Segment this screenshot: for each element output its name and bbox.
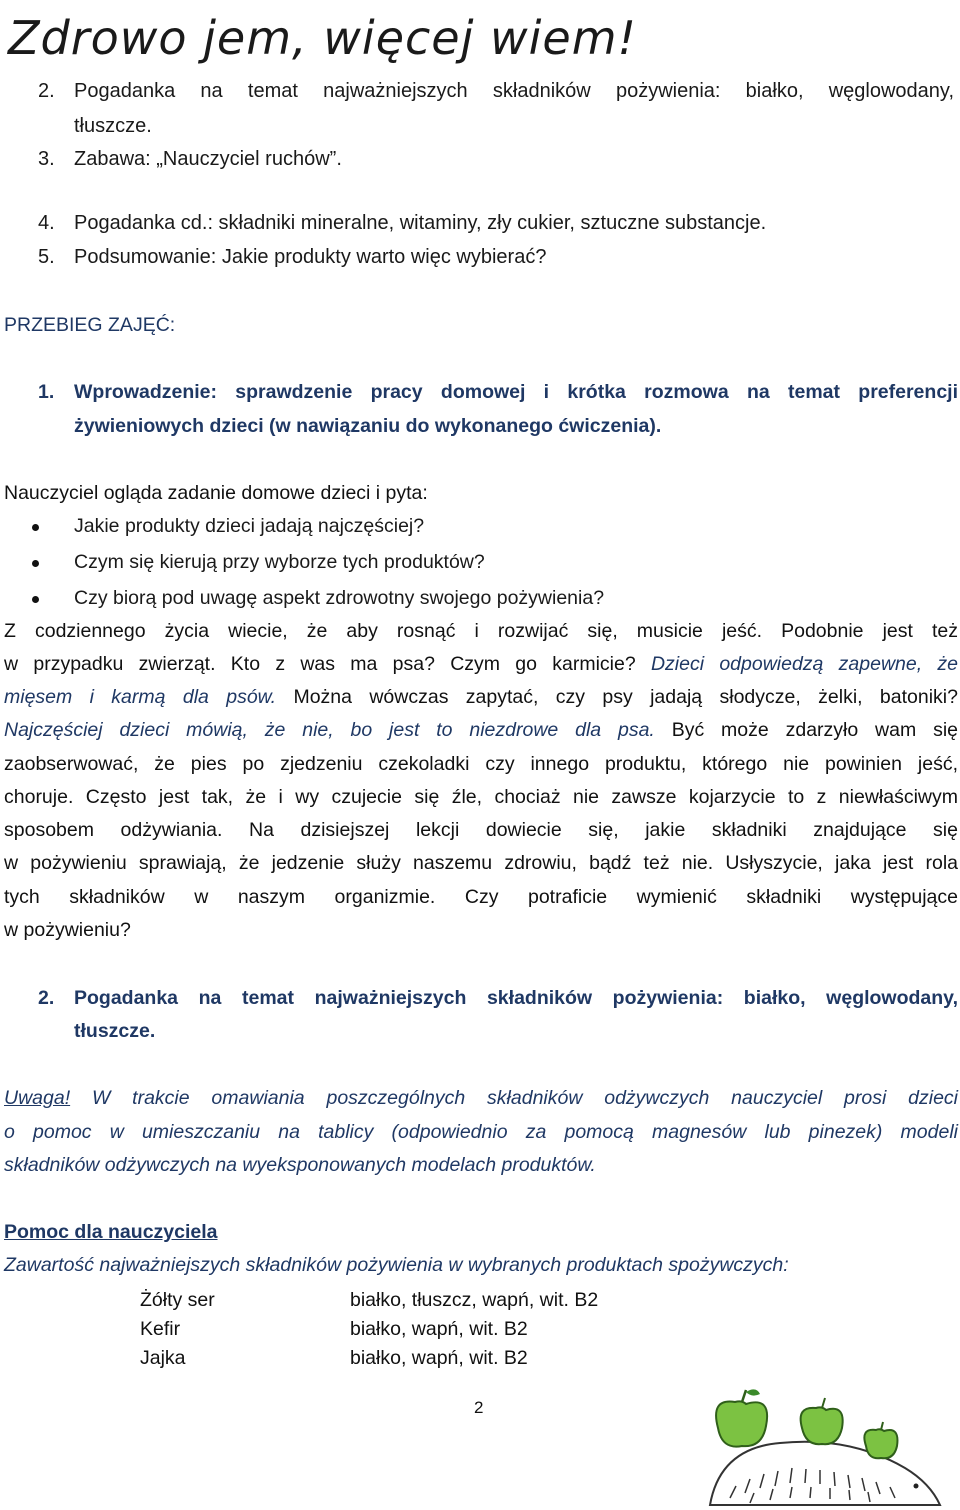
paragraph-segment: w przypadku zwierząt. Kto z was ma psa? Czym go karmicie? (4, 653, 636, 675)
agenda-item-5 (0, 246, 960, 276)
question-item: Czym się kierują przy wyborze tych produktów? (74, 551, 485, 573)
paragraph-line (4, 719, 958, 742)
apple-icon (801, 1398, 843, 1444)
logo-text: Zdrowo jem, więcej wiem! (8, 11, 637, 65)
bullet-icon (32, 560, 39, 567)
table-nutrients: białko, tłuszcz, wapń, wit. B2 (350, 1289, 599, 1311)
agenda-item-3 (0, 148, 960, 178)
paragraph-segment-italic: Dzieci odpowiedzą zapewne, że (650, 653, 959, 675)
agenda-number: 4. (38, 212, 55, 234)
uwaga-label: Uwaga! (4, 1087, 71, 1109)
bullet-icon (32, 524, 39, 531)
step1-title-cont: żywieniowych dzieci (w nawiązaniu do wykonanego ćwiczenia). (74, 415, 662, 437)
agenda-text-cont: tłuszcze. (74, 115, 152, 137)
step2-title: Pogadanka na temat najważniejszych składników pożywienia: białko, węglowodany, (74, 987, 958, 1009)
uwaga-text: W trakcie omawiania poszczególnych składników odżywczych nauczyciel prosi dzieci (91, 1087, 958, 1109)
paragraph-segment: Można wówczas zapytać, czy psy jadają słodycze, żelki, batoniki? (293, 686, 958, 708)
intro-question: Nauczyciel ogląda zadanie domowe dzieci i pyta: (4, 482, 428, 504)
question-item: Jakie produkty dzieci jadają najczęściej? (74, 515, 425, 537)
table-product: Żółty ser (140, 1289, 215, 1311)
agenda-text: Pogadanka cd.: składniki mineralne, witaminy, zły cukier, sztuczne substancje. (74, 212, 767, 234)
agenda-text: Zabawa: „Nauczyciel ruchów”. (74, 148, 342, 170)
pomoc-heading: Pomoc dla nauczyciela (4, 1221, 218, 1243)
paragraph-line: choruje. Często jest tak, że i wy czujecie się źle, chociaż nie zawsze kojarzycie to z niewłaściwym (4, 786, 958, 808)
paragraph-segment-italic: Najczęściej dzieci mówią, że nie, bo jest to niezdrowe dla psa. (4, 719, 655, 741)
paragraph-line (4, 653, 958, 676)
question-item: Czy biorą pod uwagę aspekt zdrowotny swojego pożywienia? (74, 587, 605, 609)
paragraph-line: w pożywieniu sprawiają, że jedzenie służy naszemu zdrowiu, bądź też nie. Usłyszycie, jaka jest rola (4, 852, 958, 874)
page-number: 2 (474, 1398, 484, 1417)
uwaga-line (4, 1087, 958, 1110)
pomoc-subheading: Zawartość najważniejszych składników pożywienia w wybranych produktach spożywczych: (4, 1254, 789, 1276)
agenda-number: 2. (38, 80, 55, 102)
agenda-number: 5. (38, 246, 55, 268)
table-nutrients: białko, wapń, wit. B2 (350, 1347, 528, 1369)
agenda-item-4 (0, 212, 960, 242)
section-heading-przebieg: PRZEBIEG ZAJĘĆ: (4, 314, 176, 336)
logo (6, 0, 637, 75)
step1-title: Wprowadzenie: sprawdzenie pracy domowej i krótka rozmowa na temat preferencji (74, 381, 958, 403)
bullet-icon (32, 596, 39, 603)
table-product: Jajka (140, 1347, 186, 1369)
hedgehog-apples-illustration (690, 1388, 960, 1510)
agenda-item-2 (0, 80, 960, 110)
uwaga-line: o pomoc w umieszczaniu na tablicy (odpowiednio za pomocą magnesów lub pinezek) modeli (4, 1121, 958, 1143)
paragraph-line: tych składników w naszym organizmie. Czy potraficie wymienić składniki występujące (4, 886, 958, 908)
uwaga-line: składników odżywczych na wyeksponowanych modelach produktów. (4, 1154, 596, 1176)
agenda-text: Podsumowanie: Jakie produkty warto więc wybierać? (74, 246, 547, 268)
agenda-number: 3. (38, 148, 55, 170)
paragraph-segment: Być może zdarzyło wam się (671, 719, 959, 741)
paragraph-line (4, 686, 958, 709)
apple-icon (716, 1389, 767, 1446)
table-nutrients: białko, wapń, wit. B2 (350, 1318, 528, 1340)
paragraph-segment-italic: mięsem i karmą dla psów. (4, 686, 277, 708)
paragraph-line: sposobem odżywiania. Na dzisiejszej lekcji dowiecie się, jakie składniki znajdujące się (4, 819, 958, 841)
table-product: Kefir (140, 1318, 181, 1340)
paragraph-line: Z codziennego życia wiecie, że aby rosnąć i rozwijać się, musicie jeść. Podobnie jest też (4, 620, 958, 642)
agenda-text: Pogadanka na temat najważniejszych składników pożywienia: białko, węglowodany, (74, 80, 954, 102)
apple-icon (864, 1422, 897, 1458)
step1-number: 1. (38, 381, 55, 403)
paragraph-line: w pożywieniu? (4, 919, 131, 941)
paragraph-line: zaobserwować, że pies po zjedzeniu czekoladki czy innego produktu, którego nie powinien jeść, (4, 753, 958, 775)
step2-number: 2. (38, 987, 55, 1009)
hedgehog-icon (710, 1442, 940, 1505)
step2-title-cont: tłuszcze. (74, 1020, 156, 1042)
